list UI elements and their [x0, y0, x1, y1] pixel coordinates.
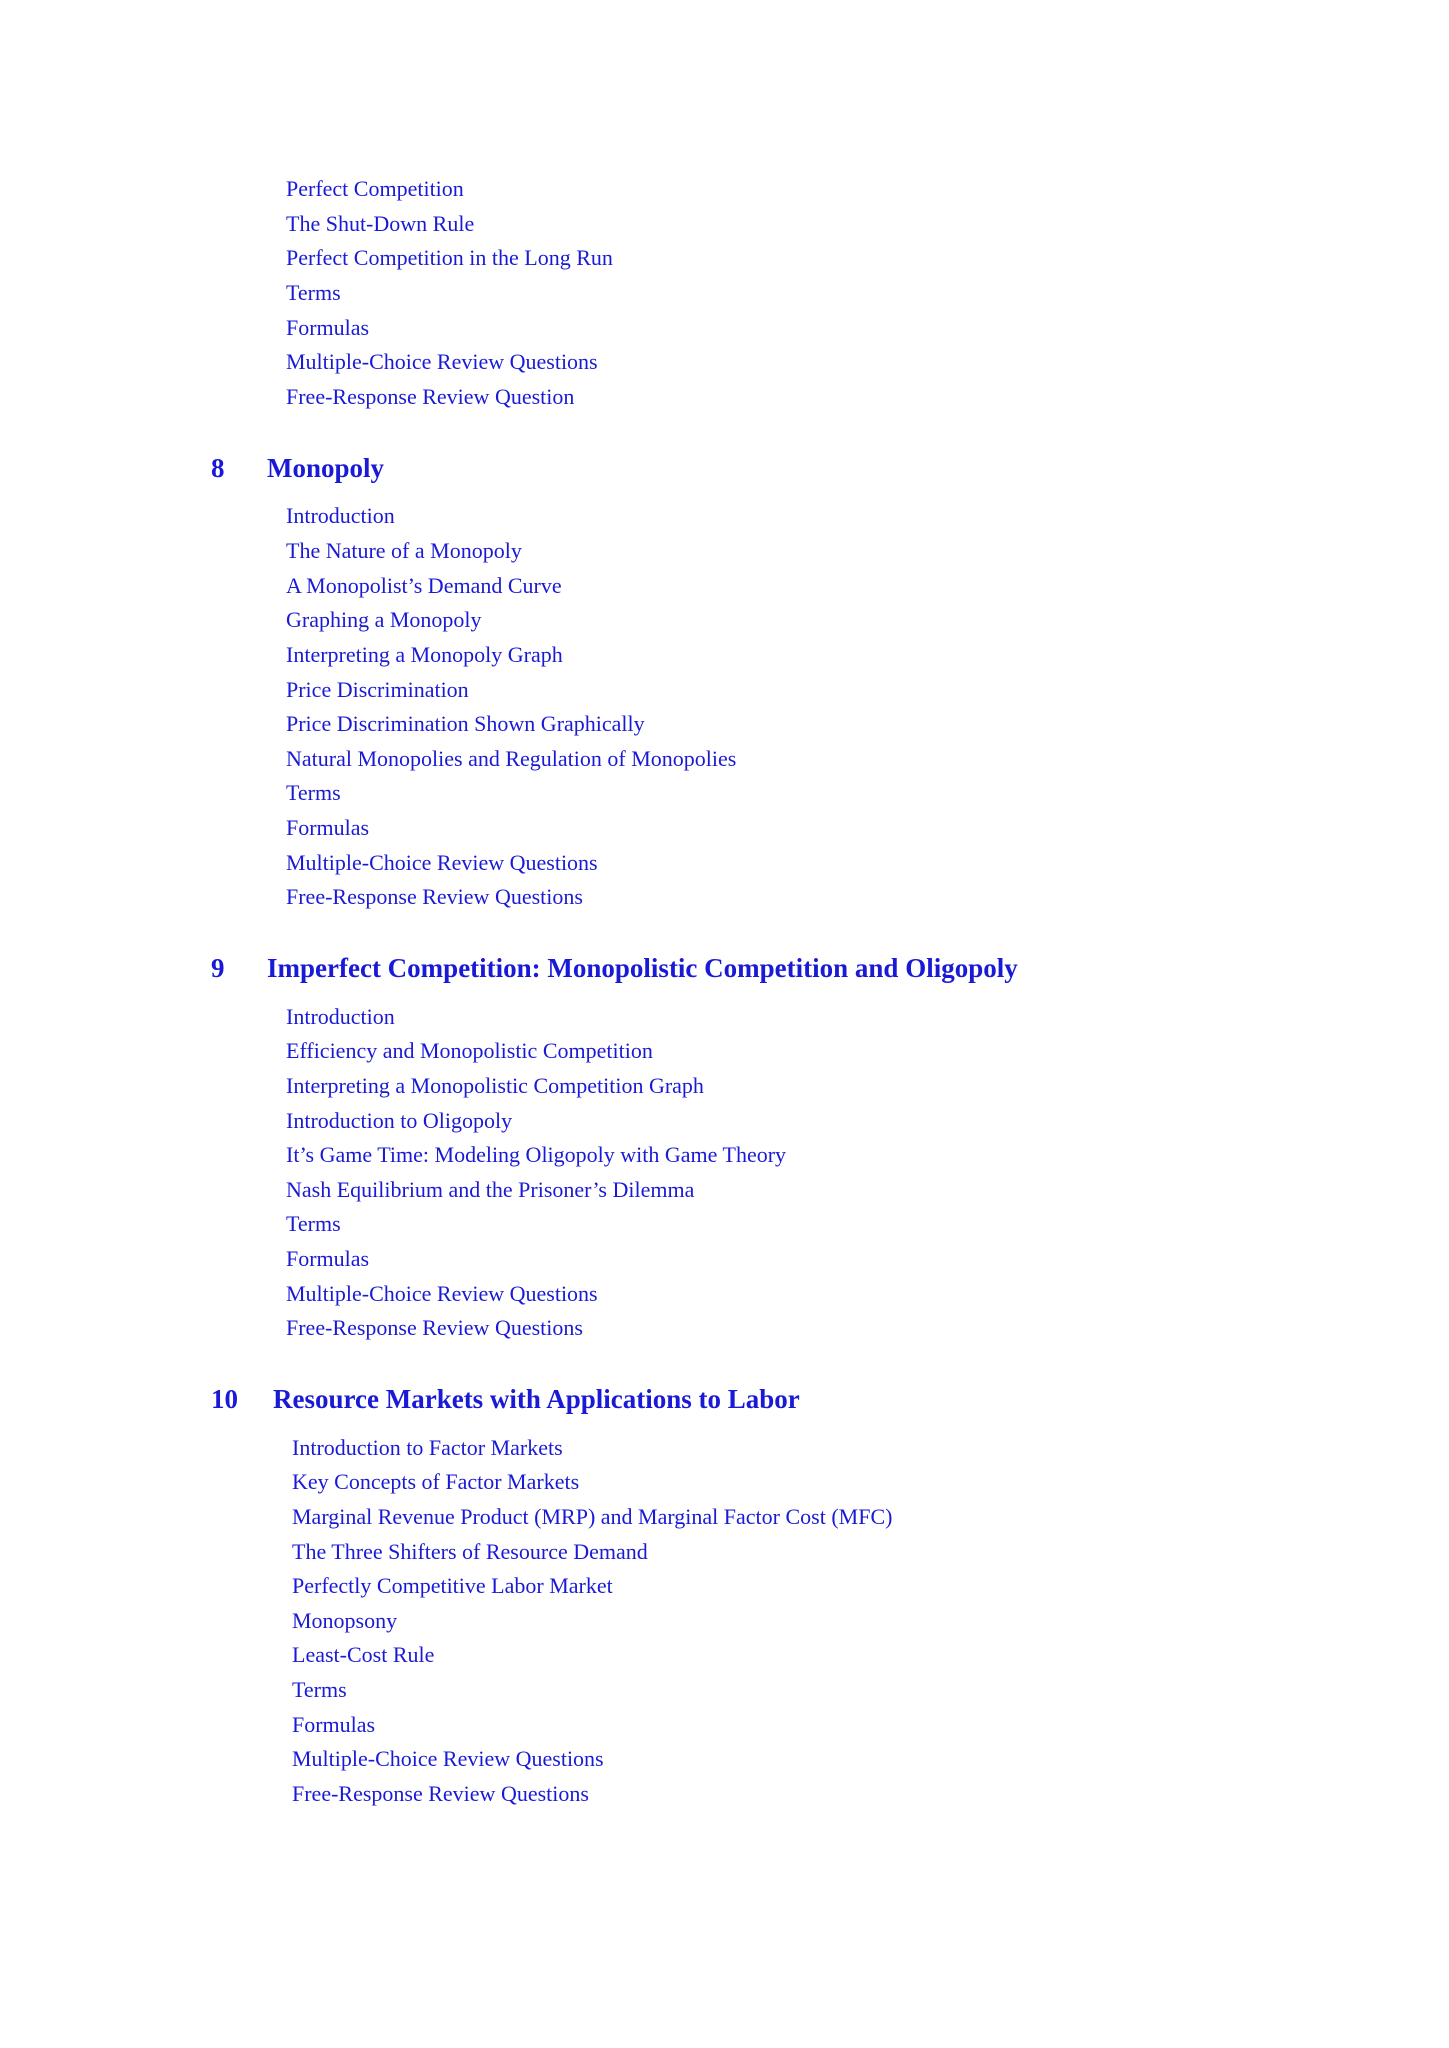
- toc-entry[interactable]: Perfect Competition: [286, 176, 464, 201]
- toc-entry[interactable]: Key Concepts of Factor Markets: [292, 1469, 580, 1494]
- toc-entry[interactable]: Multiple-Choice Review Questions: [286, 850, 598, 875]
- toc-entry[interactable]: Price Discrimination Shown Graphically: [286, 711, 645, 736]
- chapter-title[interactable]: Imperfect Competition: Monopolistic Competition and Oligopoly: [267, 953, 1018, 983]
- toc-entry[interactable]: It’s Game Time: Modeling Oligopoly with Game Theory: [286, 1142, 787, 1167]
- toc-entry[interactable]: Formulas: [286, 815, 370, 840]
- toc-entry[interactable]: Formulas: [292, 1712, 376, 1737]
- toc-entry[interactable]: Graphing a Monopoly: [286, 607, 482, 632]
- toc-entry[interactable]: Terms: [286, 780, 341, 805]
- toc-entry[interactable]: Perfectly Competitive Labor Market: [292, 1573, 613, 1598]
- toc-entry[interactable]: Terms: [286, 280, 341, 305]
- toc-entry[interactable]: Terms: [286, 1211, 341, 1236]
- toc-entry[interactable]: Price Discrimination: [286, 677, 469, 702]
- toc-entry[interactable]: Terms: [292, 1677, 347, 1702]
- toc-entry[interactable]: Least-Cost Rule: [292, 1642, 435, 1667]
- toc-entry[interactable]: A Monopolist’s Demand Curve: [286, 573, 562, 598]
- toc-entry[interactable]: Marginal Revenue Product (MRP) and Marginal Factor Cost (MFC): [292, 1504, 893, 1529]
- toc-entry[interactable]: Introduction to Oligopoly: [286, 1108, 513, 1133]
- toc-entry[interactable]: Nash Equilibrium and the Prisoner’s Dilemma: [286, 1177, 695, 1202]
- toc-entry[interactable]: Natural Monopolies and Regulation of Monopolies: [286, 746, 737, 771]
- toc-entry[interactable]: Formulas: [286, 315, 370, 340]
- toc-entry[interactable]: Multiple-Choice Review Questions: [292, 1746, 604, 1771]
- toc-entry[interactable]: Interpreting a Monopoly Graph: [286, 642, 563, 667]
- toc-entry[interactable]: The Nature of a Monopoly: [286, 538, 522, 563]
- toc-entry[interactable]: Introduction to Factor Markets: [292, 1435, 563, 1460]
- toc-entry[interactable]: Multiple-Choice Review Questions: [286, 349, 598, 374]
- chapter-number: 9: [211, 953, 225, 983]
- toc-entry[interactable]: Multiple-Choice Review Questions: [286, 1281, 598, 1306]
- toc-entry[interactable]: Formulas: [286, 1246, 370, 1271]
- toc-entry[interactable]: Monopsony: [292, 1608, 398, 1633]
- chapter-number: 10: [211, 1384, 238, 1414]
- toc-entry[interactable]: Efficiency and Monopolistic Competition: [286, 1038, 653, 1063]
- toc-entry[interactable]: Free-Response Review Questions: [292, 1781, 589, 1806]
- chapter-number: 8: [211, 453, 225, 483]
- toc-entry[interactable]: Introduction: [286, 1004, 395, 1029]
- toc-entry[interactable]: Free-Response Review Question: [286, 384, 575, 409]
- chapter-title[interactable]: Resource Markets with Applications to Labor: [273, 1384, 800, 1414]
- toc-entry[interactable]: Free-Response Review Questions: [286, 1315, 583, 1340]
- chapter-title[interactable]: Monopoly: [267, 453, 385, 483]
- toc-entry[interactable]: Free-Response Review Questions: [286, 884, 583, 909]
- toc-entry[interactable]: Interpreting a Monopolistic Competition Graph: [286, 1073, 704, 1098]
- toc-entry[interactable]: The Shut-Down Rule: [286, 211, 475, 236]
- toc-entry[interactable]: The Three Shifters of Resource Demand: [292, 1539, 648, 1564]
- toc-entry[interactable]: Perfect Competition in the Long Run: [286, 245, 613, 270]
- toc-entry[interactable]: Introduction: [286, 503, 395, 528]
